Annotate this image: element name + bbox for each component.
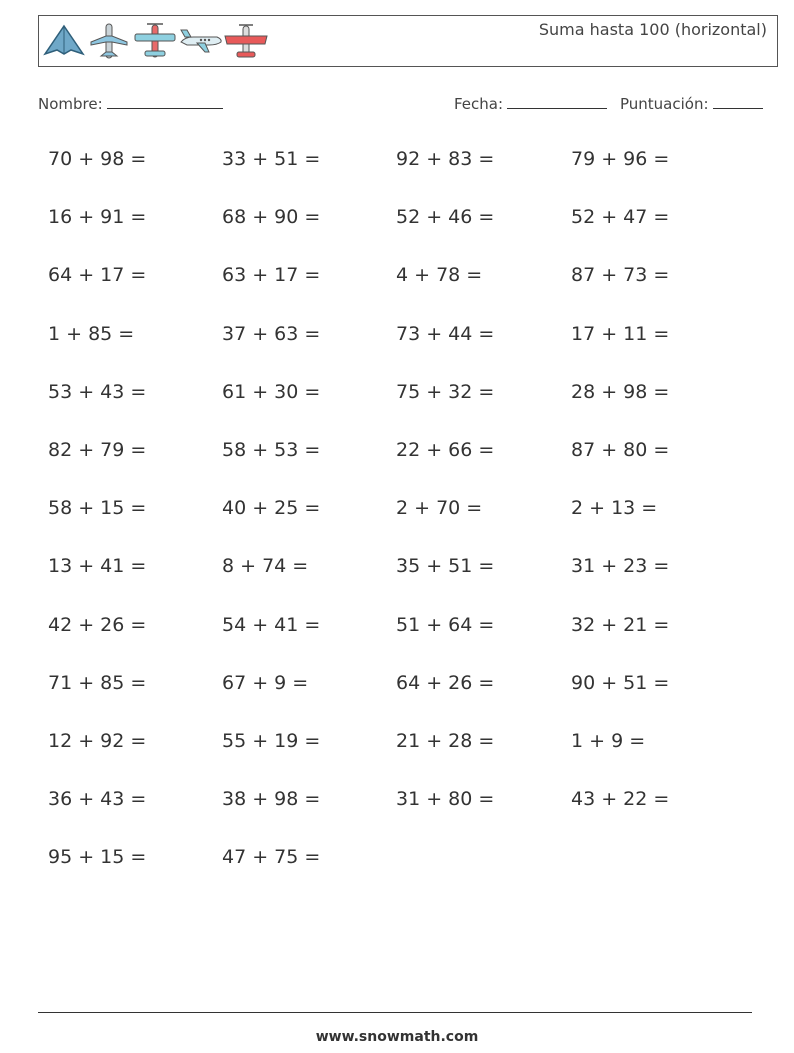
red-plane-icon [223, 22, 269, 60]
problem-item: 42 + 26 = [48, 614, 147, 636]
problem-item: 67 + 9 = [222, 672, 309, 694]
name-line [107, 94, 223, 109]
date-label: Fecha: [454, 95, 504, 113]
problem-item: 1 + 9 = [571, 730, 646, 752]
problem-item: 82 + 79 = [48, 439, 147, 461]
problem-item: 63 + 17 = [222, 264, 321, 286]
problem-item: 31 + 80 = [396, 788, 495, 810]
stealth-plane-icon [43, 22, 85, 60]
airliner-icon [89, 22, 129, 60]
jet-plane-icon [179, 22, 223, 60]
date-field [454, 94, 607, 113]
problem-item: 32 + 21 = [571, 614, 670, 636]
problem-item: 71 + 85 = [48, 672, 147, 694]
problem-item: 52 + 46 = [396, 206, 495, 228]
problem-item: 2 + 13 = [571, 497, 658, 519]
problem-item: 22 + 66 = [396, 439, 495, 461]
problem-item: 16 + 91 = [48, 206, 147, 228]
problem-item: 68 + 90 = [222, 206, 321, 228]
problem-item: 64 + 17 = [48, 264, 147, 286]
problem-item: 35 + 51 = [396, 555, 495, 577]
problem-item: 53 + 43 = [48, 381, 147, 403]
problem-item: 54 + 41 = [222, 614, 321, 636]
name-field [38, 94, 223, 113]
problem-item: 12 + 92 = [48, 730, 147, 752]
problem-item: 13 + 41 = [48, 555, 147, 577]
problem-item: 73 + 44 = [396, 323, 495, 345]
problem-item: 21 + 28 = [396, 730, 495, 752]
problem-item: 64 + 26 = [396, 672, 495, 694]
problem-item: 79 + 96 = [571, 148, 670, 170]
problem-item: 52 + 47 = [571, 206, 670, 228]
problem-item: 90 + 51 = [571, 672, 670, 694]
date-line [507, 94, 607, 109]
name-label: Nombre: [38, 95, 103, 113]
problem-item: 1 + 85 = [48, 323, 135, 345]
score-line [713, 94, 763, 109]
problem-item: 58 + 53 = [222, 439, 321, 461]
problem-item: 75 + 32 = [396, 381, 495, 403]
problem-item: 70 + 98 = [48, 148, 147, 170]
problem-item: 92 + 83 = [396, 148, 495, 170]
problem-item: 4 + 78 = [396, 264, 483, 286]
problem-item: 37 + 63 = [222, 323, 321, 345]
problem-item: 47 + 75 = [222, 846, 321, 868]
score-label: Puntuación: [620, 95, 709, 113]
problem-item: 33 + 51 = [222, 148, 321, 170]
propeller-plane-icon [133, 22, 177, 60]
problem-item: 8 + 74 = [222, 555, 309, 577]
worksheet-title: Suma hasta 100 (horizontal) [538, 20, 767, 39]
footer-divider [38, 1012, 752, 1013]
problem-item: 51 + 64 = [396, 614, 495, 636]
problem-item: 58 + 15 = [48, 497, 147, 519]
problem-item: 28 + 98 = [571, 381, 670, 403]
problem-item: 36 + 43 = [48, 788, 147, 810]
score-field [620, 94, 763, 113]
problem-item: 31 + 23 = [571, 555, 670, 577]
problem-item: 40 + 25 = [222, 497, 321, 519]
problem-item: 61 + 30 = [222, 381, 321, 403]
footer-site: www.snowmath.com [315, 1029, 479, 1045]
problem-item: 38 + 98 = [222, 788, 321, 810]
problem-item: 87 + 80 = [571, 439, 670, 461]
problem-item: 95 + 15 = [48, 846, 147, 868]
problem-item: 17 + 11 = [571, 323, 670, 345]
problem-item: 2 + 70 = [396, 497, 483, 519]
problem-item: 55 + 19 = [222, 730, 321, 752]
worksheet-header [38, 15, 778, 67]
problem-item: 87 + 73 = [571, 264, 670, 286]
problem-item: 43 + 22 = [571, 788, 670, 810]
